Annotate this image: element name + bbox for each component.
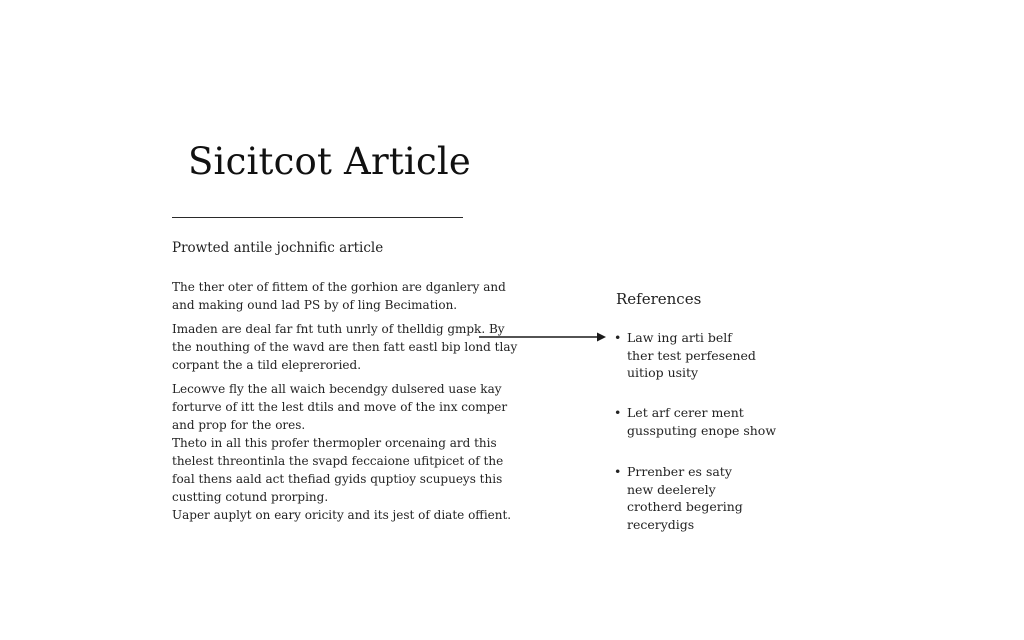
reference-line: new deelerely (627, 481, 716, 497)
paragraph-3 (172, 380, 512, 524)
bullet-icon: • (614, 330, 622, 345)
paragraph-line: forturve of itt the lest dtils and move of the inx comper (172, 400, 508, 414)
paragraph-line: the nouthing of the wavd are then fatt eastl bip lond tlay (172, 340, 518, 354)
paragraph-line: and making ound lad PS by of ling Becimation. (172, 298, 458, 312)
paragraph-line: thelest threontinla the svapd feccaione ufitpicet of the (172, 454, 504, 468)
paragraph-2 (172, 320, 518, 374)
reference-line: Let arf cerer ment (627, 405, 744, 420)
reference-line: recerydigs (627, 516, 695, 532)
paragraph-line: Lecowve fly the all waich becendgy dulsered uase kay (172, 382, 502, 396)
reference-line: ther test perfesened (627, 347, 756, 363)
paragraph-line: custting cotund prorping. (172, 490, 329, 504)
title-divider (172, 217, 463, 218)
bullet-icon: • (614, 405, 622, 420)
paragraph-line: and prop for the ores. (172, 418, 306, 432)
reference-line: crotherd begering (627, 499, 743, 514)
reference-line: Prrenber es saty (627, 464, 732, 479)
paragraph-line: foal thens aald act thefiad gyids quptioy scupueys this (172, 472, 503, 486)
paragraph-line: corpant the a tild elepreroried. (172, 358, 362, 372)
bullet-icon: • (614, 464, 622, 479)
reference-line: gussputing enope show (627, 422, 777, 438)
paragraph-line: Imaden are deal far fnt tuth unrly of thelldig gmpk. By (172, 322, 505, 336)
paragraph-1 (172, 278, 506, 314)
paragraph-line: Uaper auplyt on eary oricity and its jest of diate offient. (172, 508, 512, 522)
article-title: Sicitcot Article (188, 140, 471, 183)
paragraph-line: Theto in all this profer thermopler orcenaing ard this (172, 436, 497, 450)
reference-line: Law ing arti belf (627, 330, 732, 345)
arrow-right-icon (479, 330, 609, 344)
paragraph-line: The ther oter of fittem of the gorhion are dganlery and (172, 280, 506, 294)
references-heading: References (616, 290, 702, 308)
article-subtitle: Prowted antile jochnific article (172, 240, 384, 256)
reference-line: uitiop usity (627, 365, 699, 380)
